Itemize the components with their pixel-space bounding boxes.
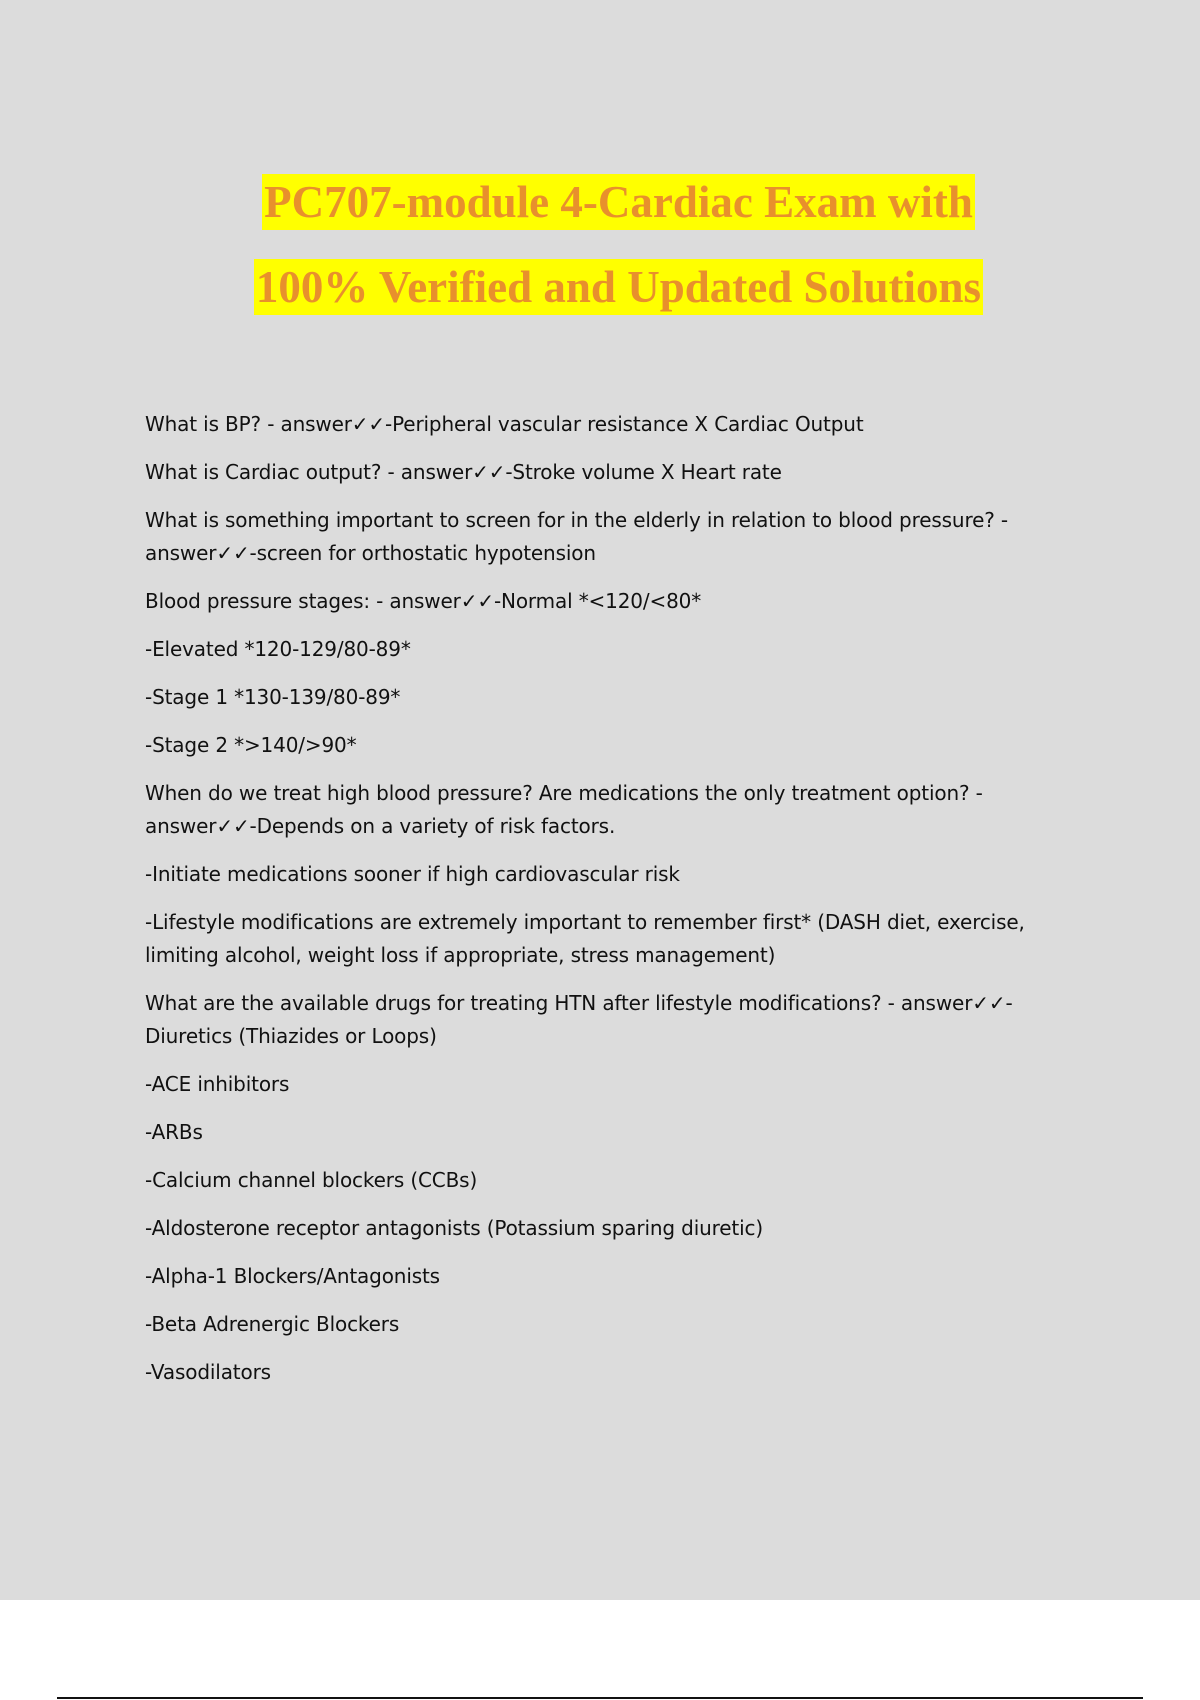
paragraph: -ARBs bbox=[145, 1120, 203, 1144]
document-title bbox=[0, 160, 1200, 330]
paragraph: -Elevated *120-129/80-89* bbox=[145, 637, 411, 661]
paragraph: -Alpha-1 Blockers/Antagonists bbox=[145, 1264, 440, 1288]
paragraph: -Initiate medications sooner if high cardiovascular risk bbox=[145, 862, 680, 886]
paragraph: -Stage 1 *130-139/80-89* bbox=[145, 685, 401, 709]
paragraph: What is Cardiac output? - answer✓✓-Stroke volume X Heart rate bbox=[145, 460, 782, 484]
title-line-1: PC707-module 4-Cardiac Exam with bbox=[262, 174, 975, 230]
bottom-divider bbox=[57, 1697, 1143, 1699]
paragraph: What is something important to screen for in the elderly in relation to blood pressure? - answer✓✓-screen for orthostatic hypotension bbox=[145, 508, 1008, 565]
paragraph: What are the available drugs for treating HTN after lifestyle modifications? - answer✓✓-Diuretics (Thiazides or Loops) bbox=[145, 991, 1013, 1048]
paragraph: -Beta Adrenergic Blockers bbox=[145, 1312, 400, 1336]
paragraph: -Aldosterone receptor antagonists (Potassium sparing diuretic) bbox=[145, 1216, 764, 1240]
paragraph: -Vasodilators bbox=[145, 1360, 271, 1384]
title-line-2: 100% Verified and Updated Solutions bbox=[254, 259, 983, 315]
paragraph: -Calcium channel blockers (CCBs) bbox=[145, 1168, 478, 1192]
paragraph: -Lifestyle modifications are extremely important to remember first* (DASH diet, exercise, limiting alcohol, weight loss if appropriate, stress management) bbox=[145, 910, 1025, 967]
paragraph: -Stage 2 *>140/>90* bbox=[145, 733, 357, 757]
paragraph: What is BP? - answer✓✓-Peripheral vascular resistance X Cardiac Output bbox=[145, 412, 864, 436]
paragraph: Blood pressure stages: - answer✓✓-Normal *<120/<80* bbox=[145, 589, 702, 613]
document-body bbox=[145, 408, 1045, 1404]
paragraph: -ACE inhibitors bbox=[145, 1072, 290, 1096]
paragraph: When do we treat high blood pressure? Are medications the only treatment option? - answer✓✓-Depends on a variety of risk factors. bbox=[145, 781, 983, 838]
